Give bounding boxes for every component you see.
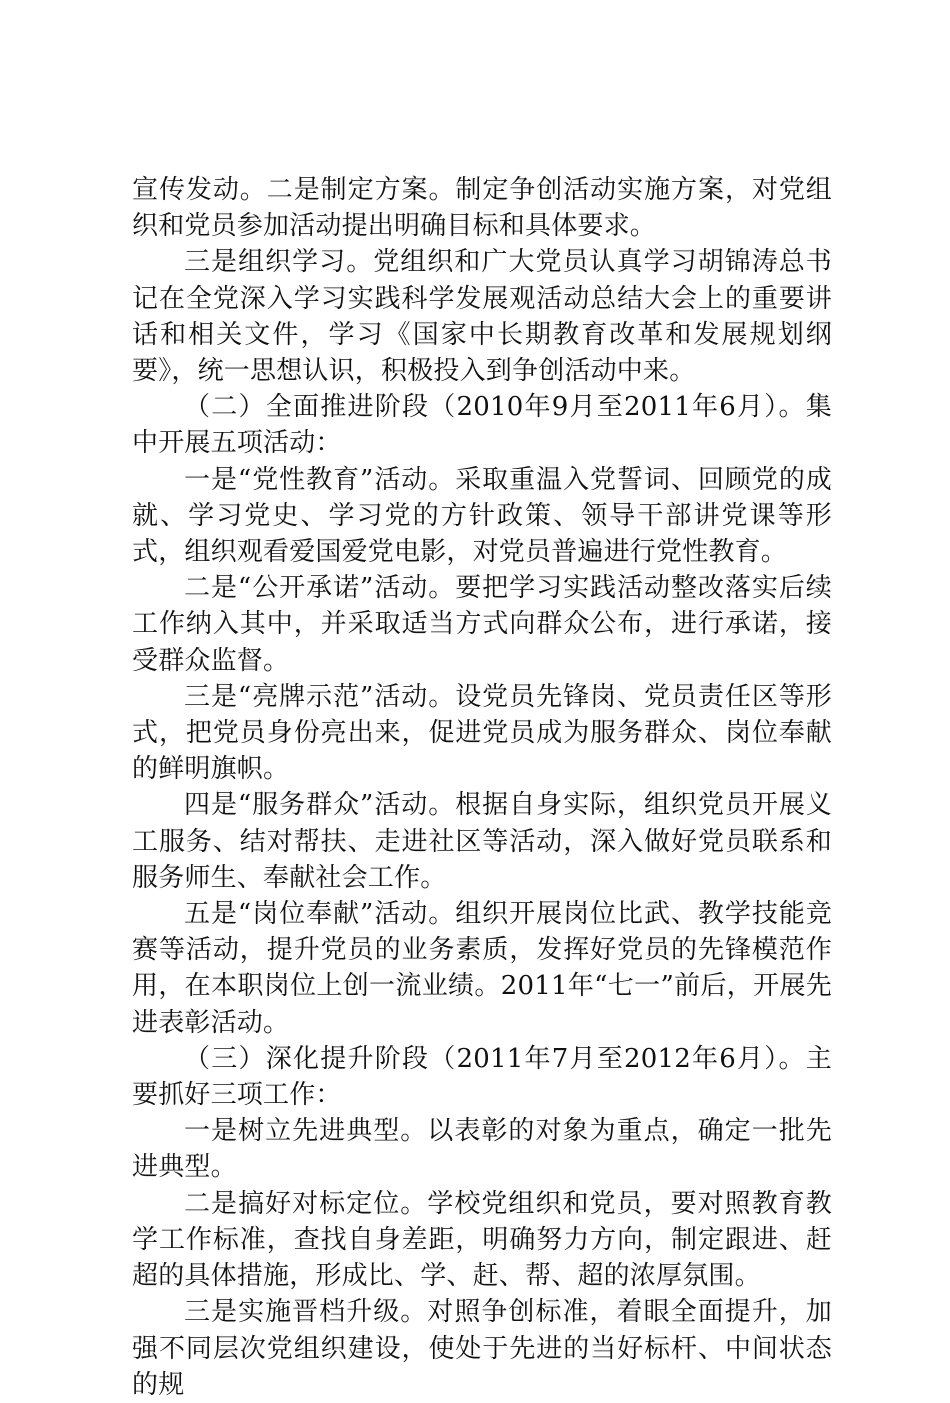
paragraph-4: 一是“党性教育”活动。采取重温入党誓词、回顾党的成就、学习党史、学习党的方针政策、领导干部讲党课等形式，组织观看爱国爱党电影，对党员普遍进行党性教育。 xyxy=(132,464,832,568)
paragraph-2: 三是组织学习。党组织和广大党员认真学习胡锦涛总书记在全党深入学习实践科学发展观活动总结大会上的重要讲话和相关文件，学习《国家中长期教育改革和发展规划纲要》，统一思想认识，积极投入到争创活动中来。 xyxy=(132,247,832,387)
paragraph-10: 一是树立先进典型。以表彰的对象为重点，确定一批先进典型。 xyxy=(132,1116,832,1183)
paragraph-6: 三是“亮牌示范”活动。设党员先锋岗、党员责任区等形式，把党员身份亮出来，促进党员成为服务群众、岗位奉献的鲜明旗帜。 xyxy=(132,681,832,785)
paragraph-5: 二是“公开承诺”活动。要把学习实践活动整改落实后续工作纳入其中，并采取适当方式向群众公布，进行承诺，接受群众监督。 xyxy=(132,573,832,676)
paragraph-3: （二）全面推进阶段（2010年9月至2011年6月）。集中开展五项活动： xyxy=(132,392,832,459)
paragraph-9: （三）深化提升阶段（2011年7月至2012年6月）。主要抓好三项工作： xyxy=(132,1043,832,1111)
paragraph-7: 四是“服务群众”活动。根据自身实际，组织党员开展义工服务、结对帮扶、走进社区等活动，深入做好党员联系和服务师生、奉献社会工作。 xyxy=(132,790,832,893)
paragraph-1: 宣传发动。二是制定方案。制定争创活动实施方案，对党组织和党员参加活动提出明确目标和具体要求。 xyxy=(132,175,832,242)
document-body xyxy=(132,172,832,1403)
paragraph-12: 三是实施晋档升级。对照争创标准，着眼全面提升，加强不同层次党组织建设，使处于先进的当好标杆、中间状态的规 xyxy=(132,1297,832,1400)
paragraph-8: 五是“岗位奉献”活动。组织开展岗位比武、教学技能竞赛等活动，提升党员的业务素质，发挥好党员的先锋模范作用，在本职岗位上创一流业绩。2011年“七一”前后，开展先进表彰活动。 xyxy=(132,899,832,1038)
paragraph-11: 二是搞好对标定位。学校党组织和党员，要对照教育教学工作标准，查找自身差距，明确努力方向，制定跟进、赶超的具体措施，形成比、学、赶、帮、超的浓厚氛围。 xyxy=(132,1188,832,1292)
